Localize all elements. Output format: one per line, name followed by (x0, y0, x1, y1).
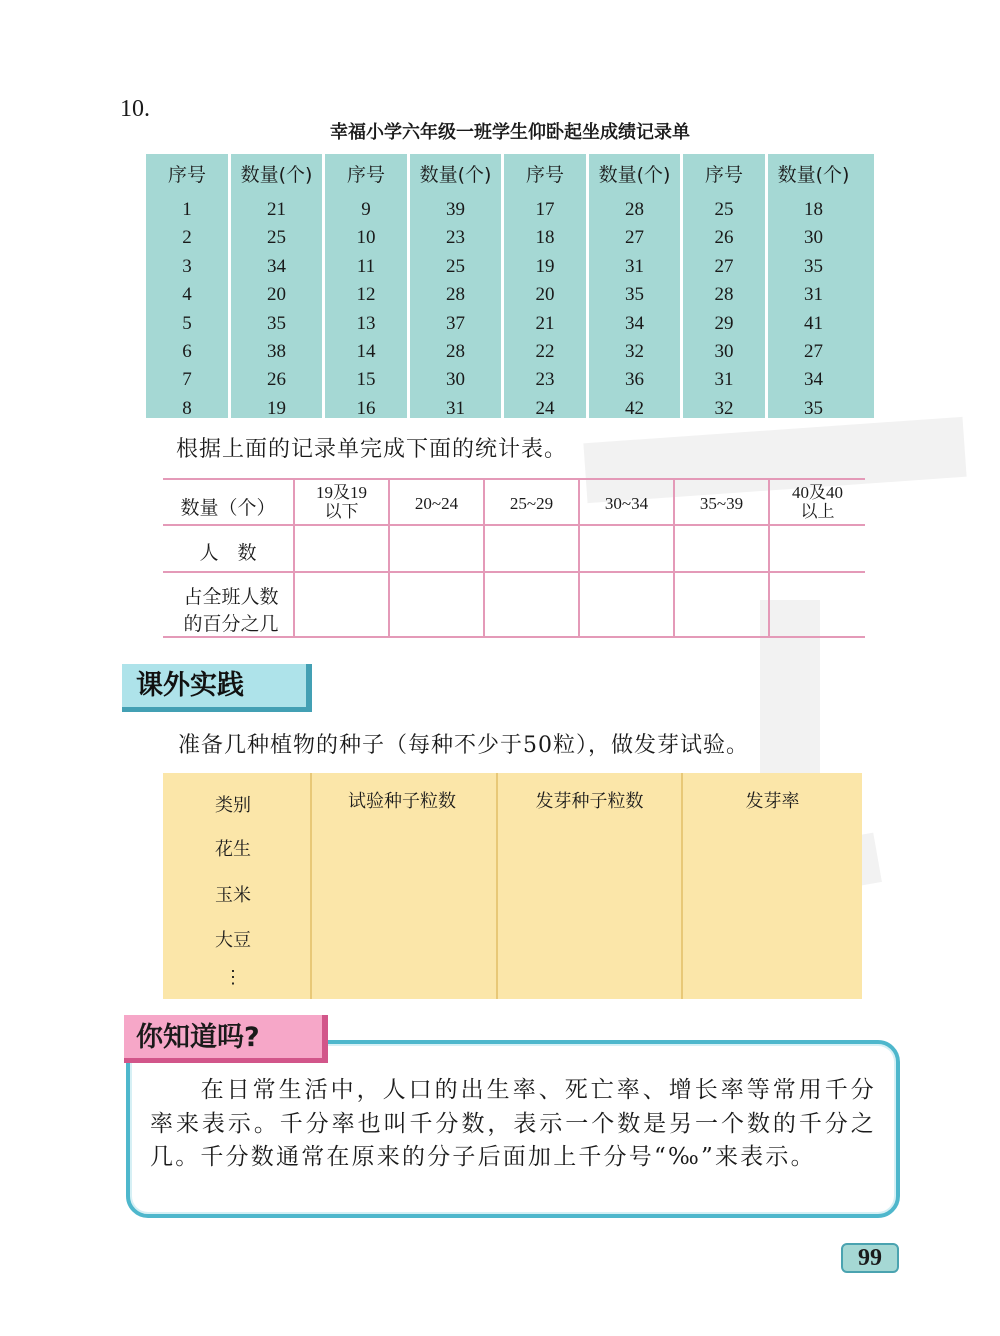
index-cell: 14 (356, 340, 376, 362)
index-cell: 17 (535, 199, 555, 220)
record-group (325, 154, 501, 418)
problem-number: 10. (120, 96, 150, 122)
count-column (410, 154, 501, 418)
count-header: 数量(个) (240, 164, 313, 186)
index-cell: 24 (535, 397, 555, 419)
index-column (504, 154, 586, 418)
index-cell: 5 (182, 312, 192, 334)
index-cell: 4 (182, 284, 192, 306)
count-cell: 20 (267, 284, 286, 306)
index-cell: 22 (535, 340, 555, 362)
count-cell: 27 (625, 227, 644, 249)
index-cell: 15 (356, 369, 376, 391)
record-group (683, 154, 859, 418)
count-cell: 35 (804, 255, 823, 277)
record-group (146, 154, 322, 418)
record-group (504, 154, 680, 418)
seed-header: 发芽种子粒数 (535, 791, 644, 812)
stats-row-header: 数量（个） (180, 497, 276, 519)
count-cell: 21 (267, 199, 286, 220)
count-cell: 30 (446, 369, 465, 391)
seed-table (163, 773, 862, 999)
count-column (231, 154, 322, 418)
count-cell: 36 (625, 369, 644, 391)
index-cell: 9 (361, 199, 371, 220)
index-cell: 20 (535, 284, 555, 306)
index-cell: 16 (356, 397, 376, 419)
count-cell: 34 (267, 255, 286, 277)
stats-range-header: 40及40 以上 (792, 483, 843, 521)
page-number: 99 (841, 1243, 899, 1273)
index-column (146, 154, 228, 418)
count-cell: 30 (804, 227, 823, 249)
seed-header: 试验种子粒数 (348, 791, 456, 812)
index-cell: 30 (714, 340, 734, 362)
index-cell: 8 (182, 397, 192, 419)
index-cell: 10 (356, 227, 376, 249)
index-cell: 12 (356, 284, 376, 306)
count-column (768, 154, 859, 418)
table-rule (163, 524, 865, 526)
index-cell: 21 (535, 312, 555, 334)
table-rule (163, 636, 865, 638)
index-cell: 28 (714, 284, 734, 306)
stats-row-percent: 的百分之几 (183, 613, 279, 635)
count-header: 数量(个) (598, 164, 671, 186)
count-cell: 18 (804, 199, 823, 220)
index-header: 序号 (346, 164, 385, 186)
index-cell: 23 (535, 369, 555, 391)
stats-range-header: 30~34 (604, 494, 649, 513)
count-cell: 39 (446, 199, 465, 220)
index-cell: 27 (714, 255, 734, 277)
practice-text: 准备几种植物的种子（每种不少于50粒），做发芽试验。 (178, 733, 749, 758)
index-cell: 1 (182, 199, 192, 220)
index-cell: 6 (182, 340, 192, 362)
count-cell: 35 (267, 312, 286, 334)
index-cell: 7 (182, 369, 192, 391)
stats-range-header: 25~29 (509, 494, 554, 513)
stats-range-header: 35~39 (699, 494, 744, 513)
record-table-title: 幸福小学六年级一班学生仰卧起坐成绩记录单 (330, 122, 690, 143)
stats-row-percent: 占全班人数 (183, 586, 279, 608)
count-cell: 25 (267, 227, 286, 249)
instruction-text: 根据上面的记录单完成下面的统计表。 (176, 437, 568, 462)
count-header: 数量(个) (777, 164, 850, 186)
count-cell: 28 (446, 284, 465, 306)
index-cell: 11 (356, 255, 376, 277)
count-cell: 28 (625, 199, 644, 220)
index-cell: 29 (714, 312, 734, 334)
stats-range-header: 20~24 (414, 494, 459, 513)
count-cell: 35 (625, 284, 644, 306)
count-cell: 37 (446, 312, 465, 334)
count-cell: 38 (267, 340, 286, 362)
seed-row: 花生 (215, 839, 251, 860)
count-header: 数量(个) (419, 164, 492, 186)
count-cell: 25 (446, 255, 465, 277)
count-cell: 31 (804, 284, 823, 306)
table-rule (163, 478, 865, 480)
index-column (325, 154, 407, 418)
index-cell: 31 (714, 369, 734, 391)
seed-row: ⋮ (224, 967, 242, 988)
did-you-know-banner: 你知道吗? (124, 1015, 328, 1063)
count-cell: 35 (804, 397, 823, 419)
stats-row-people: 人 数 (199, 542, 257, 564)
stats-range-header: 19及19 以下 (316, 483, 367, 521)
seed-header: 类别 (215, 795, 251, 816)
index-cell: 25 (714, 199, 734, 220)
index-header: 序号 (704, 164, 743, 186)
table-rule (163, 571, 865, 573)
index-header: 序号 (167, 164, 206, 186)
index-cell: 26 (714, 227, 734, 249)
count-cell: 34 (625, 312, 644, 334)
count-cell: 28 (446, 340, 465, 362)
count-cell: 32 (625, 340, 644, 362)
count-cell: 19 (267, 397, 286, 419)
count-cell: 27 (804, 340, 823, 362)
record-table (146, 154, 874, 418)
count-cell: 23 (446, 227, 465, 249)
seed-row: 玉米 (215, 885, 251, 906)
count-cell: 31 (625, 255, 644, 277)
count-cell: 31 (446, 397, 465, 419)
count-cell: 42 (625, 397, 644, 419)
practice-banner: 课外实践 (122, 664, 312, 712)
index-cell: 2 (182, 227, 192, 249)
index-cell: 19 (535, 255, 555, 277)
index-cell: 3 (182, 255, 192, 277)
count-cell: 41 (804, 312, 823, 334)
index-cell: 32 (714, 397, 734, 419)
seed-header: 发芽率 (745, 791, 800, 812)
index-cell: 13 (356, 312, 376, 334)
index-column (683, 154, 765, 418)
seed-row: 大豆 (215, 930, 251, 951)
count-cell: 34 (804, 369, 823, 391)
count-cell: 26 (267, 369, 286, 391)
statistics-table (163, 478, 865, 640)
count-column (589, 154, 680, 418)
index-cell: 18 (535, 227, 555, 249)
index-header: 序号 (525, 164, 564, 186)
did-you-know-text: 在日常生活中，人口的出生率、死亡率、增长率等常用千分率来表示。千分率也叫千分数，表示一个数是另一个数的千分之几。千分数通常在原来的分子后面加上千分号“‰”来表示。 (150, 1077, 876, 1170)
